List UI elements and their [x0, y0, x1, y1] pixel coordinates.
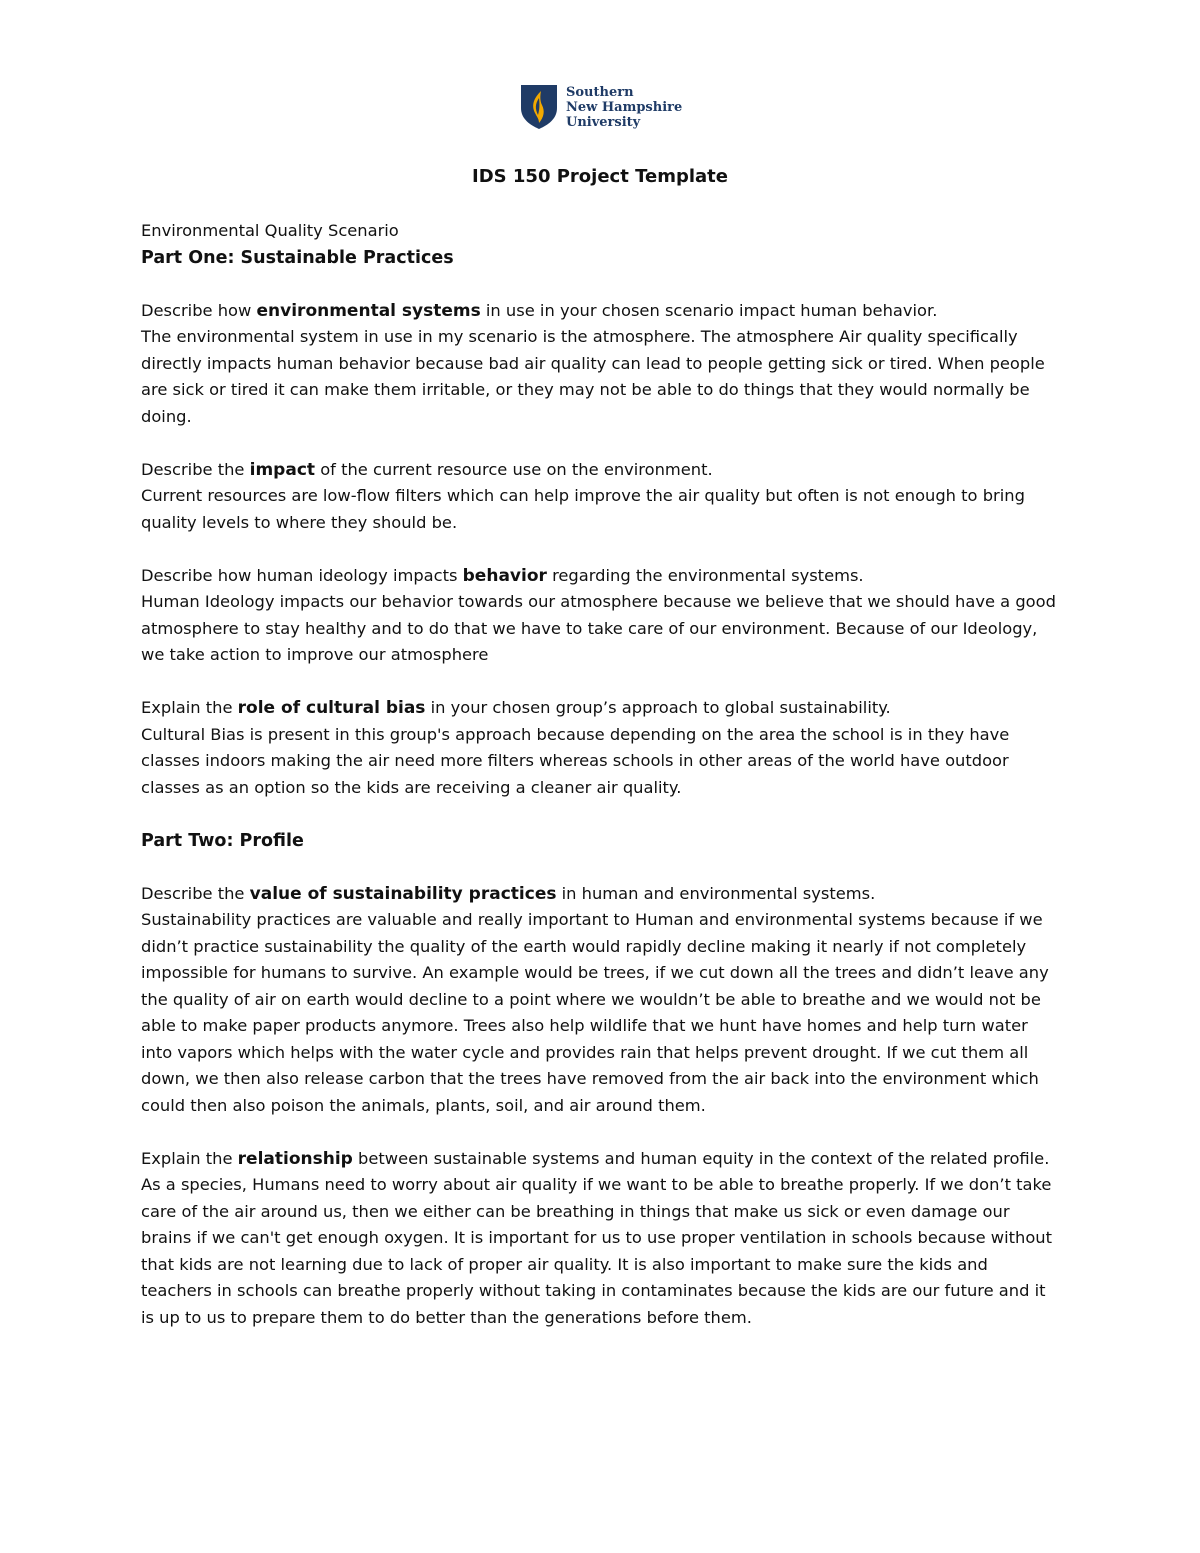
university-logo [520, 84, 690, 134]
part1-question-4: Explain the role of cultural bias in your chosen group’s approach to global sustainability. [141, 698, 891, 718]
part2-question-2: Explain the relationship between sustainable systems and human equity in the context of the related profile. [141, 1148, 1050, 1169]
part-one-heading: Part One: Sustainable Practices [141, 247, 454, 268]
part1-question-1: Describe how environmental systems in use in your chosen scenario impact human behavior. [141, 300, 938, 321]
logo-line-1: Southern [566, 85, 634, 100]
part1-answer-2: Current resources are low-flow filters which can help improve the air quality but often is not enough to bring quality levels to where they should be. [141, 486, 1025, 532]
shield-flame-icon [520, 84, 558, 130]
part-two-heading: Part Two: Profile [141, 830, 304, 851]
part2-answer-1: Sustainability practices are valuable and really important to Human and environmental systems because if we didn’t practice sustainability the quality of the earth would rapidly decline making it nearly if not completely impossible for humans to survive. An example would be trees, if we cut down all the trees and didn’t leave any the quality of air on earth would decline to a point where we wouldn’t be able to breathe and we would not be able to make paper products anymore. Trees also help wildlife that we hunt have homes and help turn water into vapors which helps with the water cycle and provides rain that helps prevent drought. If we cut them all down, we then also release carbon that the trees have removed from the air back into the environment which could then also poison the animals, plants, soil, and air around them. [141, 910, 1049, 1115]
part1-question-3: Describe how human ideology impacts behavior regarding the environmental systems. [141, 565, 864, 586]
logo-wordmark [566, 85, 682, 130]
logo-line-2: New Hampshire [566, 100, 683, 115]
part2-answer-2: As a species, Humans need to worry about air quality if we want to be able to breathe properly. If we don’t take care of the air around us, then we either can be breathing in things that make us sick or even damage our brains if we can't get enough oxygen. It is important for us to use proper ventilation in schools because without that kids are not learning due to lack of proper air quality. It is also important to make sure the kids and teachers in schools can breathe properly without taking in contaminates because the kids are our future and it is up to us to prepare them to do better than the generations before them. [141, 1175, 1052, 1327]
scenario-subtitle: Environmental Quality Scenario [141, 221, 399, 240]
part1-answer-4: Cultural Bias is present in this group's approach because depending on the area the school is in they have classes indoors making the air need more filters whereas schools in other areas of the world have outdoor classes as an option so the kids are receiving a cleaner air quality. [141, 724, 1010, 797]
part2-question-1: Describe the value of sustainability practices in human and environmental systems. [141, 883, 876, 904]
document-body [141, 218, 1061, 1331]
part1-answer-3: Human Ideology impacts our behavior towards our atmosphere because we believe that we should have a good atmosphere to stay healthy and to do that we have to take care of our environment. Because of our Ideology, we take action to improve our atmosphere [141, 592, 1056, 664]
document-title: IDS 150 Project Template [472, 166, 728, 187]
logo-line-3: University [566, 115, 641, 130]
part1-question-2: Describe the impact of the current resource use on the environment. [141, 459, 713, 480]
part1-answer-1: The environmental system in use in my scenario is the atmosphere. The atmosphere Air quality specifically directly impacts human behavior because bad air quality can lead to people getting sick or tired. When people are sick or tired it can make them irritable, or they may not be able to do things that they would normally be doing. [141, 327, 1045, 426]
